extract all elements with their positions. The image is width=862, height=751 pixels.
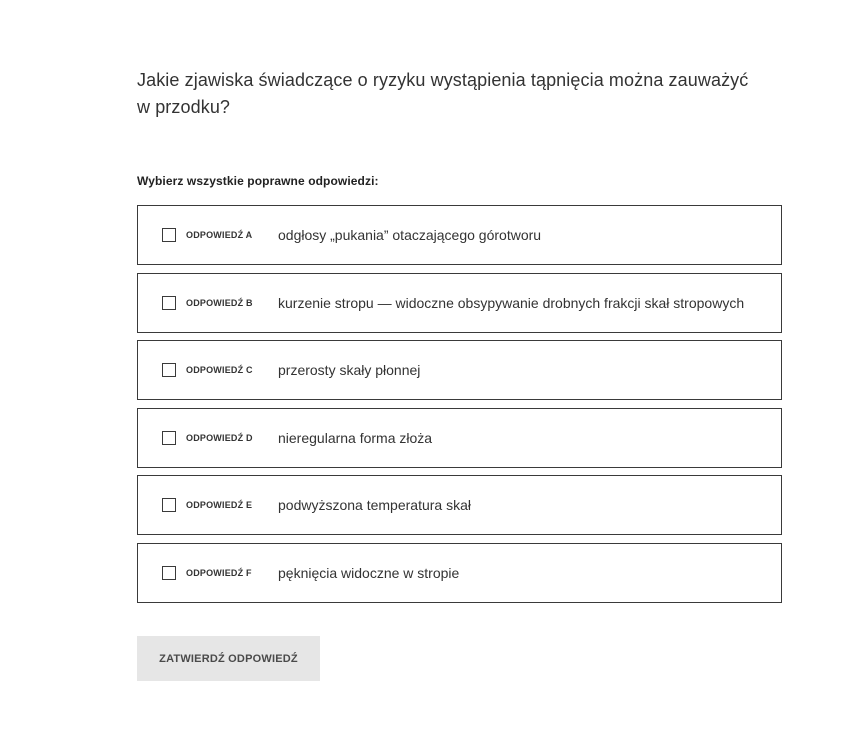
answer-list <box>137 205 782 611</box>
answer-key-label: ODPOWIEDŹ B <box>186 297 253 308</box>
answer-option-f[interactable] <box>137 543 782 603</box>
answer-text: odgłosy „pukania” otaczającego górotworu <box>278 227 542 243</box>
submit-answer-button[interactable]: ZATWIERDŹ ODPOWIEDŹ <box>137 636 320 681</box>
checkbox-a[interactable] <box>162 228 176 242</box>
checkbox-c[interactable] <box>162 363 176 377</box>
answer-key-label: ODPOWIEDŹ E <box>186 500 253 511</box>
answer-text: przerosty skały płonnej <box>278 362 421 379</box>
instruction-label: Wybierz wszystkie poprawne odpowiedzi: <box>137 174 379 188</box>
answer-key-label: ODPOWIEDŹ D <box>186 432 253 443</box>
checkbox-f[interactable] <box>162 566 176 580</box>
answer-option-b[interactable] <box>137 273 782 333</box>
answer-key-label: ODPOWIEDŹ A <box>186 230 253 240</box>
answer-option-e[interactable] <box>137 475 782 535</box>
checkbox-b[interactable] <box>162 296 176 310</box>
question-text: Jakie zjawiska świadczące o ryzyku wystąpienia tąpnięcia można zauważyć w przodku? <box>137 70 749 117</box>
answer-text: kurzenie stropu — widoczne obsypywanie drobnych frakcji skał stropowych <box>278 294 745 311</box>
answer-key-label: ODPOWIEDŹ C <box>186 365 253 376</box>
answer-text: nieregularna forma złoża <box>278 429 433 446</box>
checkbox-d[interactable] <box>162 431 176 445</box>
answer-key-label: ODPOWIEDŹ F <box>186 567 252 578</box>
answer-option-a[interactable] <box>137 205 782 265</box>
checkbox-e[interactable] <box>162 498 176 512</box>
answer-text: podwyższona temperatura skał <box>278 497 471 514</box>
answer-text: pęknięcia widoczne w stropie <box>278 564 460 581</box>
answer-option-d[interactable] <box>137 408 782 468</box>
answer-option-c[interactable] <box>137 340 782 400</box>
